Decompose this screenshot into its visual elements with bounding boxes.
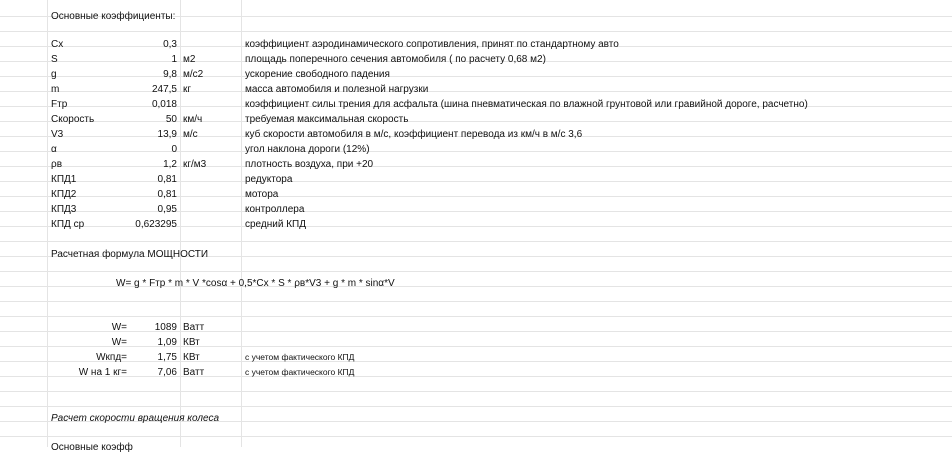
result-value-w-kpd[interactable]: 1,75 xyxy=(157,352,177,363)
param-desc-speed[interactable]: требуемая максимальная скорость xyxy=(245,114,409,125)
param-value-kpd3[interactable]: 0,95 xyxy=(157,204,177,215)
result-note-w-kpd[interactable]: с учетом фактического КПД xyxy=(245,352,355,362)
param-unit-rho[interactable]: кг/м3 xyxy=(183,159,207,170)
param-desc-kpd-avg[interactable]: средний КПД xyxy=(245,219,306,230)
param-label-kpd2[interactable]: КПД2 xyxy=(51,189,77,200)
param-label-m[interactable]: m xyxy=(51,84,60,95)
partial-row-bottom[interactable]: Основные коэфф xyxy=(51,442,133,453)
param-label-ftr[interactable]: Fтр xyxy=(51,99,68,110)
param-desc-kpd2[interactable]: мотора xyxy=(245,189,279,200)
param-value-ftr[interactable]: 0,018 xyxy=(151,99,177,110)
result-value-w-per-kg[interactable]: 7,06 xyxy=(157,367,177,378)
param-unit-g[interactable]: м/с2 xyxy=(183,69,204,80)
param-value-kpd-avg[interactable]: 0,623295 xyxy=(135,219,177,230)
result-label-w-watt[interactable]: W= xyxy=(111,322,127,333)
param-value-s[interactable]: 1 xyxy=(171,54,177,65)
param-value-alpha[interactable]: 0 xyxy=(171,144,177,155)
param-value-rho[interactable]: 1,2 xyxy=(163,159,177,170)
param-unit-s[interactable]: м2 xyxy=(183,54,196,65)
param-value-v3[interactable]: 13,9 xyxy=(157,129,177,140)
result-value-w-kw[interactable]: 1,09 xyxy=(157,337,177,348)
wheel-speed-section-title[interactable]: Расчет скорости вращения колеса xyxy=(51,413,220,424)
result-note-w-per-kg[interactable]: с учетом фактического КПД xyxy=(245,367,355,377)
param-desc-g[interactable]: ускорение свободного падения xyxy=(245,69,390,80)
result-label-w-per-kg[interactable]: W на 1 кг= xyxy=(78,367,127,378)
param-value-m[interactable]: 247,5 xyxy=(151,84,177,95)
param-value-g[interactable]: 9,8 xyxy=(163,69,177,80)
param-value-cx[interactable]: 0,3 xyxy=(163,39,177,50)
formula-section-title[interactable]: Расчетная формула МОЩНОСТИ xyxy=(51,249,209,260)
param-unit-m[interactable]: кг xyxy=(183,84,192,95)
section-title-coefficients[interactable]: Основные коэффициенты: xyxy=(51,11,176,22)
param-label-kpd-avg[interactable]: КПД ср xyxy=(51,219,85,230)
param-label-cx[interactable]: Cx xyxy=(51,39,64,50)
param-desc-cx[interactable]: коэффициент аэродинамического сопротивления, принят по стандартному авто xyxy=(245,39,619,50)
param-desc-v3[interactable]: куб скорости автомобиля в м/с, коэффициент перевода из км/ч в м/с 3,6 xyxy=(245,129,583,140)
param-label-s[interactable]: S xyxy=(51,54,58,65)
param-label-speed[interactable]: Скорость xyxy=(51,114,95,125)
param-desc-s[interactable]: площадь поперечного сечения автомобиля ( по расчету 0,68 м2) xyxy=(245,54,546,65)
param-desc-ftr[interactable]: коэффициент силы трения для асфальта (шина пневматическая по влажной грунтовой или гравийной дороге, расчетно) xyxy=(245,99,808,110)
result-unit-w-kw[interactable]: КВт xyxy=(183,337,200,348)
param-value-kpd1[interactable]: 0,81 xyxy=(157,174,177,185)
param-label-kpd3[interactable]: КПД3 xyxy=(51,204,77,215)
param-label-alpha[interactable]: α xyxy=(51,144,57,155)
result-unit-w-per-kg[interactable]: Ватт xyxy=(183,367,205,378)
param-label-kpd1[interactable]: КПД1 xyxy=(51,174,77,185)
result-label-w-kw[interactable]: W= xyxy=(111,337,127,348)
param-desc-rho[interactable]: плотность воздуха, при +20 xyxy=(245,159,374,170)
param-value-kpd2[interactable]: 0,81 xyxy=(157,189,177,200)
param-unit-v3[interactable]: м/с xyxy=(183,129,198,140)
param-label-g[interactable]: g xyxy=(51,69,57,80)
result-unit-w-watt[interactable]: Ватт xyxy=(183,322,205,333)
result-value-w-watt[interactable]: 1089 xyxy=(154,322,177,333)
param-desc-m[interactable]: масса автомобиля и полезной нагрузки xyxy=(245,84,429,95)
param-desc-alpha[interactable]: угол наклона дороги (12%) xyxy=(245,144,370,155)
param-desc-kpd3[interactable]: контроллера xyxy=(245,204,305,215)
result-unit-w-kpd[interactable]: КВт xyxy=(183,352,200,363)
param-unit-speed[interactable]: км/ч xyxy=(183,114,203,125)
param-label-rho[interactable]: ρв xyxy=(51,159,63,170)
param-value-speed[interactable]: 50 xyxy=(165,114,177,125)
power-formula[interactable]: W= g * Fтр * m * V *cosα + 0,5*Cx * S * ρв*V3 + g * m * sinα*V xyxy=(116,278,395,289)
result-label-w-kpd[interactable]: Wкпд= xyxy=(96,352,127,363)
param-desc-kpd1[interactable]: редуктора xyxy=(245,174,293,185)
param-label-v3[interactable]: V3 xyxy=(51,129,64,140)
